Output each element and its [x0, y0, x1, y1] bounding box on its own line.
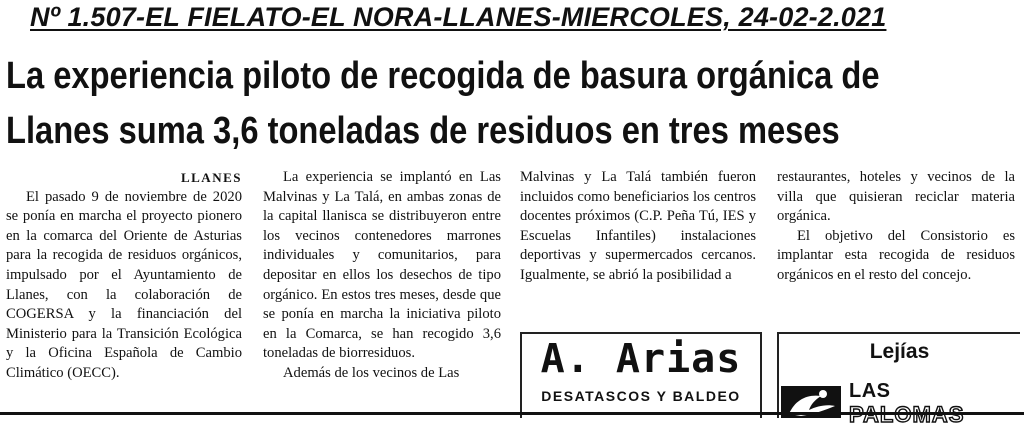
article-paragraph: Además de los vecinos de Las	[283, 364, 460, 381]
article-column-1	[6, 168, 242, 384]
article-column-4	[777, 168, 1015, 286]
article-column-3	[520, 168, 756, 286]
headline-line-1: La experiencia piloto de recogida de basura orgánica de	[6, 55, 880, 97]
bottom-rule	[0, 412, 1024, 415]
article-paragraph: El pasado 9 de noviembre de 2020 se ponía en marcha el proyecto pionero en la comarca del Oriente de Asturias para la recogida de residuos orgánicos, impulsado por el Ayuntamiento de Llanes, con la colaboración de COGERSA y la financiación del Ministerio para la Transición Ecológica y la Oficina Española de Cambio Climático (OECC).	[6, 188, 242, 381]
ad-lejias-title: Lejías	[869, 340, 930, 363]
article-paragraph: Malvinas y La Talá también fueron incluidos como beneficiarios los centros docentes próximos (C.P. Peña Tú, IES y Escuelas Infantiles) instalaciones deportivas y supermercados cercanos. Igualmente, se abrió la posibilidad a	[520, 169, 756, 283]
article-column-2	[263, 168, 501, 384]
ad-lejias-logo-line2	[849, 402, 964, 428]
dateline: LLANES	[180, 170, 242, 185]
article-paragraph: El objetivo del Consistorio es implantar esta recogida de residuos orgánicos en el resto del concejo.	[777, 227, 1015, 283]
headline-line-2: Llanes suma 3,6 toneladas de residuos en tres meses	[6, 110, 840, 152]
issue-header: Nº 1.507-EL FIELATO-EL NORA-LLANES-MIERCOLES, 24-02-2.021	[30, 2, 887, 32]
ad-lejias	[777, 332, 1020, 418]
ad-arias-tagline: DESATASCOS Y BALDEO	[541, 388, 741, 404]
article-paragraph: restaurantes, hoteles y vecinos de la villa que quisieran reciclar materia orgánica.	[777, 169, 1015, 225]
ad-arias-brand: A. Arias	[540, 336, 742, 382]
article-paragraph: La experiencia se implantó en Las Malvinas y La Talá, en ambas zonas de la capital llanisca se distribuyeron entre los vecinos contenedores marrones individuales y comunitarios, para depositar en ellos los desechos de tipo orgánico. En estos tres meses, desde que se ponía en marcha la iniciativa piloto en la Comarca, se han recogido 3,6 toneladas de biorresiduos.	[263, 169, 501, 362]
ad-lejias-logo-line1: LAS	[849, 380, 891, 402]
ad-arias	[520, 332, 762, 418]
